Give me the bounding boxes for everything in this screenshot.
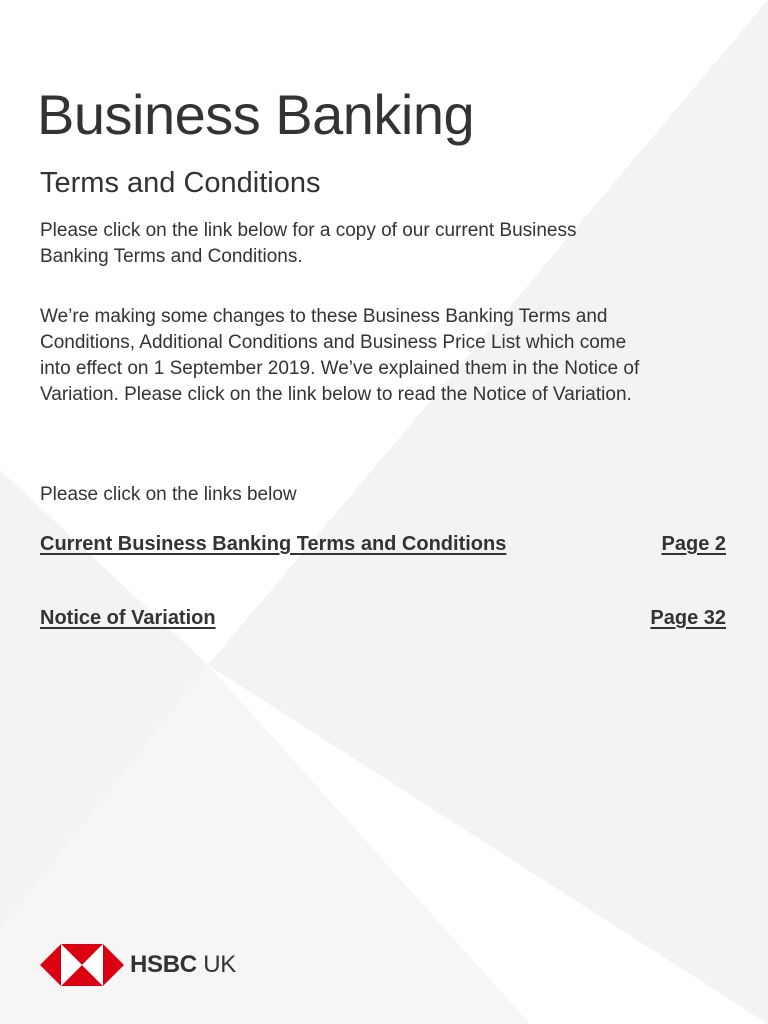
link-row-notice: [40, 607, 726, 637]
changes-paragraph: We’re making some changes to these Business Banking Terms and Conditions, Additional Conditions and Business Price List which come into effect on 1 September 2019. We’ve explained them in the Notice of Variation. Please click on the link below to read the Notice of Variation.: [40, 306, 640, 405]
links-intro-text: Please click on the links below: [40, 484, 297, 505]
page-subtitle: Terms and Conditions: [40, 167, 321, 199]
terms-and-conditions-link[interactable]: Current Business Banking Terms and Conditions: [40, 533, 507, 555]
logo-wordmark: [130, 951, 236, 979]
hsbc-hexagon-logo-icon: [40, 944, 124, 986]
notice-of-variation-page-link[interactable]: Page 32: [650, 607, 726, 629]
hsbc-uk-logo: [40, 944, 236, 986]
logo-brand-text: HSBC: [130, 951, 197, 978]
intro-paragraph: Please click on the link below for a copy of our current Business Banking Terms and Conditions.: [40, 220, 577, 267]
page-title: Business Banking: [37, 83, 475, 146]
logo-region-text: UK: [203, 951, 236, 978]
link-row-terms: [40, 533, 726, 563]
terms-and-conditions-page-link[interactable]: Page 2: [661, 533, 726, 555]
notice-of-variation-link[interactable]: Notice of Variation: [40, 607, 216, 629]
